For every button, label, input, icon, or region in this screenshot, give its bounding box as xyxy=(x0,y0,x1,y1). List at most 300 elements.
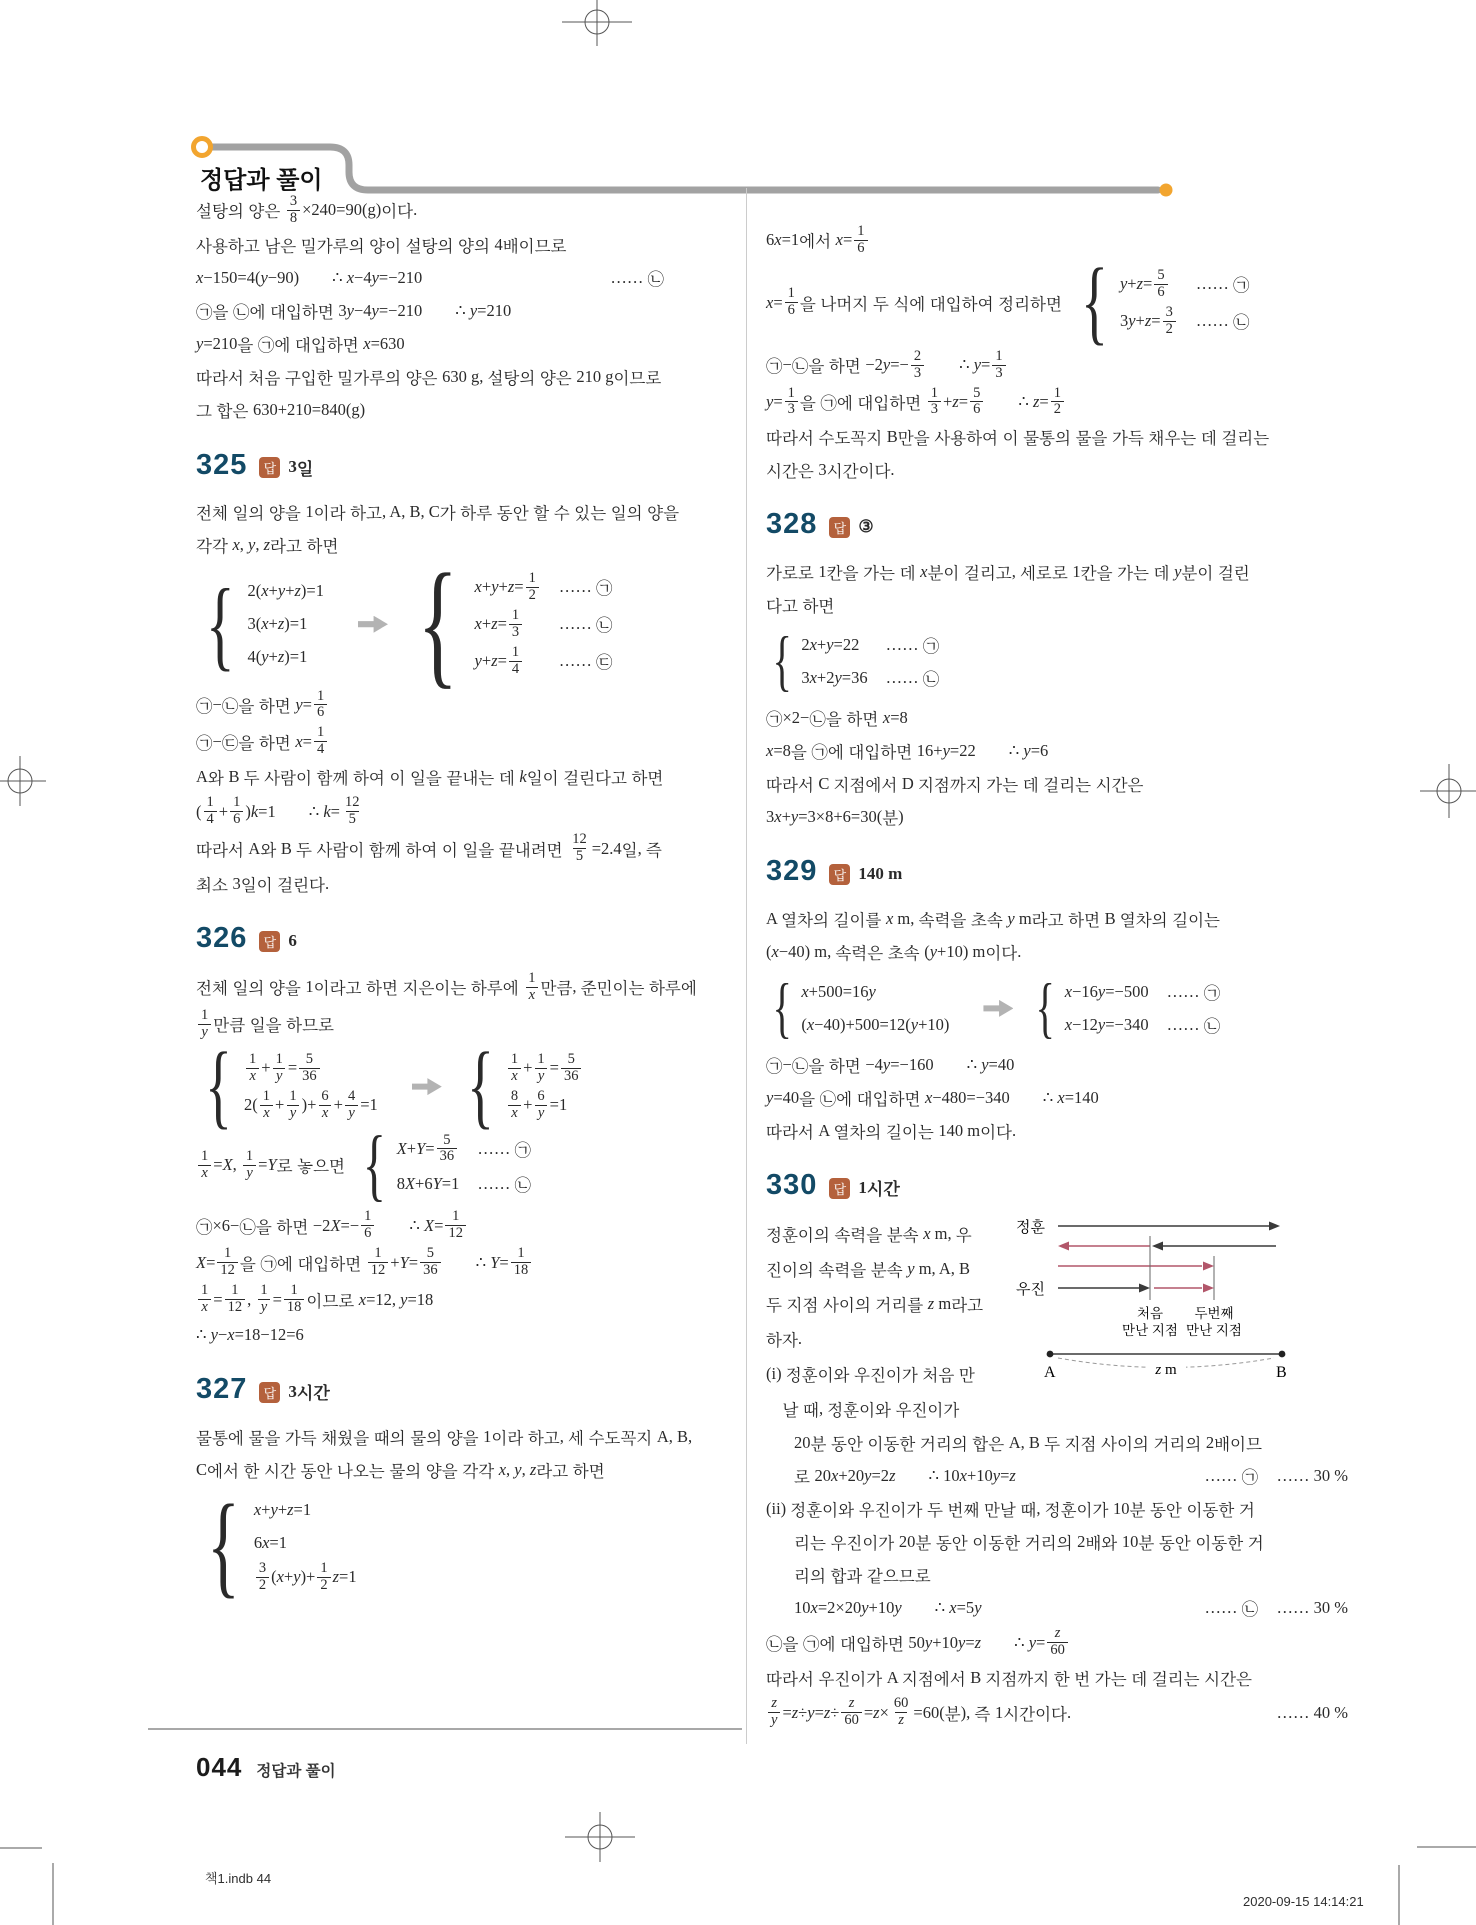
system-lines xyxy=(475,569,613,680)
text-run: 10 xyxy=(1121,1531,1139,1551)
text-run: y xyxy=(260,268,268,288)
text-run: …… xyxy=(558,577,596,597)
solution-line xyxy=(766,1492,1348,1525)
fraction xyxy=(198,1283,211,1316)
point-b-dot xyxy=(1279,1351,1286,1358)
text-run: 분이 걸리고 xyxy=(927,564,1012,583)
solution-line xyxy=(766,767,1348,800)
text-run: =18 xyxy=(407,1289,434,1309)
solution-line xyxy=(196,1318,664,1351)
distance-label: z m xyxy=(1155,1362,1177,1379)
answer-badge: 답 xyxy=(259,457,280,478)
text-run: + xyxy=(481,651,492,671)
text-run: )+ xyxy=(301,1095,317,1115)
text-run: y xyxy=(371,268,379,288)
text-run: A xyxy=(886,1667,902,1687)
fraction xyxy=(314,725,327,758)
fraction xyxy=(246,1052,259,1085)
system-line-annotation xyxy=(559,645,613,678)
text-run: …… xyxy=(1195,311,1233,331)
text-run: −4 xyxy=(353,301,372,321)
text-run: ㉠ xyxy=(1241,1468,1277,1487)
text-run: 1 xyxy=(305,502,314,522)
text-run: 1 xyxy=(262,1087,271,1104)
text-run: y xyxy=(864,1465,872,1485)
text-run: x xyxy=(959,1465,967,1485)
text-run: 60 xyxy=(844,1712,859,1729)
text-run: −90) ∴ xyxy=(267,268,347,288)
text-run: ㉠ xyxy=(766,1057,783,1076)
text-run: = xyxy=(302,694,312,714)
text-run: 1 xyxy=(787,285,795,302)
text-run: y xyxy=(270,1499,278,1519)
text-run: x xyxy=(346,268,355,288)
text-run: = xyxy=(497,651,507,671)
text-run: 이라 하고 xyxy=(313,505,382,524)
text-run: =36 xyxy=(841,667,868,687)
text-run: …… 40 % xyxy=(1276,1702,1348,1722)
text-run: 1 xyxy=(994,1702,1004,1722)
fraction xyxy=(508,1089,521,1122)
black-arrowheads xyxy=(1139,1222,1280,1293)
solution-line xyxy=(766,902,1348,935)
system-line xyxy=(1120,303,1178,340)
system-line-annotation xyxy=(1167,1008,1221,1041)
solution-line xyxy=(766,1048,1348,1081)
text-run: =630 xyxy=(370,334,405,354)
system-line xyxy=(254,1526,357,1559)
text-run: = xyxy=(1039,391,1049,411)
text-run: X xyxy=(196,1252,207,1272)
text-run: = xyxy=(958,391,969,411)
answer-text xyxy=(288,931,297,951)
text-run: 1 xyxy=(374,1245,382,1262)
text-run: = xyxy=(258,1155,268,1175)
fraction xyxy=(243,1149,256,1182)
text-run: y xyxy=(474,651,482,671)
answer-text xyxy=(288,1379,329,1404)
system-brace: { xyxy=(205,1034,233,1139)
text-run: 1 xyxy=(364,1208,372,1225)
fraction xyxy=(992,349,1005,382)
text-run: 이므로 xyxy=(306,1292,359,1311)
text-run: . xyxy=(325,873,330,893)
solution-line xyxy=(766,1426,1348,1459)
text-run: =2 xyxy=(871,1465,890,1485)
text-run: 6 xyxy=(766,230,775,250)
system-line xyxy=(247,575,324,608)
text-run: =1 xyxy=(549,1095,568,1115)
text-run: ÷ xyxy=(798,1702,808,1722)
text-run: =1 xyxy=(360,1095,378,1115)
text-run: , xyxy=(1011,561,1020,581)
text-run: x xyxy=(201,1299,208,1316)
solution-line xyxy=(766,800,1348,833)
text-run: 라고 xyxy=(951,1296,984,1315)
fraction xyxy=(1047,1626,1068,1659)
text-run: 2 xyxy=(320,1576,328,1593)
problem-header xyxy=(196,449,664,482)
text-run: x xyxy=(949,1597,957,1617)
text-run: 36 xyxy=(302,1067,317,1084)
text-run: 칸을 가는 데 xyxy=(826,564,921,583)
text-run: + xyxy=(333,1095,343,1115)
system-lead-text xyxy=(766,284,1062,321)
text-run: 을 ㉠에 대입하면 xyxy=(799,394,926,413)
text-run: 50 xyxy=(908,1632,925,1652)
meet2-label-2: 만난 지점 xyxy=(1186,1323,1242,1339)
text-run: 8 xyxy=(396,1173,405,1193)
solution-line xyxy=(766,1591,1348,1624)
text-run: ㉡을 ㉠에 대입하면 xyxy=(766,1635,909,1654)
text-run: 리의 합과 같으므로 xyxy=(794,1567,931,1586)
text-run: + xyxy=(285,581,295,601)
text-run: ㉠ xyxy=(196,734,213,753)
text-run: , xyxy=(506,1459,515,1479)
text-run: −4 xyxy=(354,268,372,288)
text-run: 1 xyxy=(201,1148,209,1164)
text-run: 5 xyxy=(305,1050,314,1067)
text-run: 6 xyxy=(253,1532,263,1552)
text-run: =−160 ∴ xyxy=(890,1054,982,1074)
fraction xyxy=(230,795,243,828)
text-run: 이다 xyxy=(985,944,1018,963)
text-run: ×2− xyxy=(782,707,810,727)
text-run: z xyxy=(873,1702,880,1722)
equation-system xyxy=(355,1120,531,1210)
text-run: ㉡을 하면 xyxy=(809,710,883,729)
text-run: , xyxy=(572,977,581,997)
solution-line xyxy=(196,229,664,262)
column-left xyxy=(196,192,697,1608)
system-brace: { xyxy=(205,567,235,680)
system-line xyxy=(801,1008,949,1041)
point-a-label: A xyxy=(1044,1364,1056,1382)
text-run: + xyxy=(390,1252,400,1272)
text-run: A xyxy=(248,838,261,858)
text-run: =3×8+6=30( xyxy=(798,806,883,826)
text-run: 10 xyxy=(1112,1498,1130,1518)
fraction xyxy=(841,1696,862,1729)
text-run: + xyxy=(816,634,827,654)
text-run: 3 xyxy=(511,623,520,640)
text-run: )=1 xyxy=(284,647,308,667)
solution-line xyxy=(766,1391,1014,1426)
text-run: ㉡을 하면 xyxy=(791,358,866,377)
text-run: ∴ xyxy=(926,355,974,375)
fraction xyxy=(273,1052,286,1085)
text-run: 6 xyxy=(364,1225,372,1242)
system-transform-block xyxy=(196,1034,664,1139)
text-run: = xyxy=(272,1289,282,1309)
text-run: + xyxy=(498,577,508,597)
text-run: =40 xyxy=(988,1054,1015,1074)
text-run: x xyxy=(321,1104,329,1121)
text-run: y xyxy=(958,1632,966,1652)
text-run: 6 xyxy=(1157,283,1165,300)
text-run: y xyxy=(882,355,891,375)
text-run: ㉠을 ㉡에 대입하면 xyxy=(196,304,339,323)
solution-line xyxy=(766,1321,1014,1356)
text-run: 1 xyxy=(206,794,214,811)
fraction xyxy=(891,1696,912,1729)
text-run: 1 xyxy=(528,970,536,986)
text-run: 2 xyxy=(1205,1432,1215,1452)
text-run: +10) m xyxy=(937,941,986,961)
text-run: = xyxy=(213,1155,223,1175)
text-run: 시간이다 xyxy=(826,462,891,481)
text-run: 3 xyxy=(258,1560,267,1576)
solution-line xyxy=(766,1251,1014,1286)
text-run: y xyxy=(907,1258,919,1278)
text-run: 일 xyxy=(621,841,638,860)
text-run: ㉢을 하면 xyxy=(221,734,296,753)
fraction xyxy=(217,1246,238,1279)
text-run: x xyxy=(1057,1087,1065,1107)
fraction xyxy=(299,1052,320,1085)
fraction xyxy=(534,1052,547,1085)
text-run: + xyxy=(268,614,278,634)
text-run: …… xyxy=(1166,1014,1204,1034)
text-run: …… xyxy=(477,1138,515,1158)
text-run: z xyxy=(1144,311,1152,331)
solution-line xyxy=(766,1081,1348,1114)
text-run: ㉠ xyxy=(766,358,783,377)
text-run: 36 xyxy=(423,1262,438,1279)
text-run: 전체 일의 양을 xyxy=(196,505,306,524)
text-run: 6 xyxy=(787,302,795,319)
system-line xyxy=(397,1167,460,1200)
text-run: (i) xyxy=(766,1363,786,1383)
text-run: z xyxy=(294,581,301,601)
orange-dot-icon xyxy=(1160,184,1173,197)
text-run: ×240=90(g) xyxy=(302,200,382,220)
text-run: 분 xyxy=(882,809,899,828)
solution-line xyxy=(196,262,664,295)
fraction xyxy=(257,1283,270,1316)
solution-line xyxy=(196,1453,664,1486)
text-run: =2×20 xyxy=(817,1597,862,1617)
system-block xyxy=(766,623,1348,699)
system-brace: { xyxy=(417,546,459,702)
text-run: 다고 하면 xyxy=(766,597,835,616)
answer-badge: 답 xyxy=(829,1178,850,1199)
solution-line xyxy=(766,453,1348,486)
text-run: 3 xyxy=(338,301,347,321)
text-run: 두 지점 사이의 거리의 xyxy=(1044,1435,1206,1454)
inline-system-block xyxy=(766,250,1348,355)
text-run: A, B xyxy=(1008,1432,1045,1452)
text-run: 정훈이와 우진이가 xyxy=(827,1401,960,1420)
solution-line xyxy=(196,1281,664,1318)
problem-number: 325 xyxy=(196,448,248,481)
system-line xyxy=(1065,1008,1149,1041)
text-run: ) xyxy=(898,806,904,826)
text-run: 설탕의 양은 xyxy=(196,203,285,222)
text-run: 3 xyxy=(801,667,810,687)
text-run: …… xyxy=(885,634,923,654)
text-run: 12 xyxy=(227,1299,243,1316)
diagram-330 xyxy=(1014,1216,1348,1381)
text-run: 각각 xyxy=(196,538,233,557)
solution-line xyxy=(766,347,1348,384)
solution-line xyxy=(766,588,1348,621)
runner-top-label: 정훈 xyxy=(1016,1219,1045,1237)
text-run: ㉠ xyxy=(514,1141,531,1160)
text-run: ( xyxy=(271,1567,277,1587)
text-run: = xyxy=(842,230,853,250)
text-run: 1 xyxy=(224,1245,232,1262)
text-run: y xyxy=(766,1087,774,1107)
text-run: ), xyxy=(960,1702,975,1722)
text-run: . xyxy=(1011,1120,1017,1140)
text-run: x xyxy=(771,941,779,961)
text-run: x xyxy=(227,1324,235,1344)
text-run: + xyxy=(218,801,229,821)
system-transform-block xyxy=(766,970,1348,1046)
text-run: =40 xyxy=(773,1087,800,1107)
text-run: z xyxy=(277,647,285,667)
text-run: y xyxy=(276,1067,283,1084)
text-run: =12, xyxy=(366,1289,401,1309)
answer-badge: 답 xyxy=(829,517,850,538)
text-run: =6 xyxy=(1030,740,1049,760)
solution-line xyxy=(766,1525,1348,1558)
text-run: z xyxy=(974,1632,1015,1652)
fraction xyxy=(420,1246,441,1279)
solution-line xyxy=(196,760,664,793)
system-lines xyxy=(801,975,967,1041)
text-run: 따라서 처음 구입한 밀가루의 양은 xyxy=(196,370,443,389)
equation-system xyxy=(766,623,940,699)
problem-number: 326 xyxy=(196,922,248,954)
text-run: 배이므 xyxy=(1214,1435,1262,1454)
text-run: 분이 걸린 xyxy=(1181,564,1250,583)
fraction xyxy=(526,571,539,604)
text-run: + xyxy=(523,1058,533,1078)
text-run: 분 xyxy=(944,1705,961,1724)
system-brace: { xyxy=(1035,970,1056,1046)
text-run: = xyxy=(782,1702,792,1722)
text-run: x xyxy=(249,1067,256,1084)
text-run: 1 xyxy=(231,1282,239,1299)
text-run: = xyxy=(499,1252,509,1272)
system-brace: { xyxy=(772,623,792,699)
text-run: . xyxy=(1066,1702,1072,1722)
text-run: ㉠ xyxy=(196,697,213,716)
text-run: 하자 xyxy=(766,1331,798,1350)
text-run: y xyxy=(1007,908,1019,928)
text-run: 36 xyxy=(439,1148,455,1165)
text-run: Y xyxy=(432,1173,442,1193)
text-run: 1 xyxy=(1072,561,1081,581)
text-run: y xyxy=(201,1023,208,1040)
line-annotation xyxy=(610,266,664,290)
fraction xyxy=(785,386,798,419)
fraction xyxy=(785,286,798,319)
system-line xyxy=(254,1559,357,1596)
text-run: A xyxy=(196,766,208,786)
text-run: y xyxy=(942,740,950,760)
text-run: = xyxy=(434,1215,444,1235)
text-run: ∴ xyxy=(985,391,1033,411)
text-run: x xyxy=(196,268,204,288)
system-brace: { xyxy=(362,1120,386,1210)
solution-line xyxy=(196,192,664,229)
text-run: 따라서 xyxy=(766,1123,819,1142)
text-run: 1 xyxy=(305,977,314,997)
system-lines xyxy=(801,628,939,694)
text-run: x xyxy=(253,1499,262,1519)
solution-line xyxy=(766,1114,1348,1147)
figure-row xyxy=(766,1216,1348,1426)
text-run: y xyxy=(790,806,799,826)
text-run: 이다 xyxy=(980,1123,1012,1142)
text-run: 3 xyxy=(288,457,297,477)
text-run: = xyxy=(965,1632,975,1652)
text-run: x xyxy=(774,806,782,826)
text-run: = xyxy=(1036,1632,1046,1652)
block-arrow-icon xyxy=(358,616,388,633)
text-run: 6 xyxy=(973,401,981,418)
text-run: 따라서 xyxy=(766,776,819,795)
text-run: = xyxy=(981,355,991,375)
problem-number: 327 xyxy=(196,1373,248,1405)
text-run: 6 xyxy=(316,704,325,721)
text-run: 6 xyxy=(321,1087,329,1104)
fraction xyxy=(525,971,538,1004)
text-run: 630 g, xyxy=(442,367,488,387)
text-run: …… 30 % xyxy=(1276,1465,1348,1485)
text-run: = xyxy=(863,1702,874,1722)
answer-text xyxy=(858,864,902,884)
text-run: 분 동안 이동한 거 xyxy=(1138,1534,1264,1553)
text-run: 12 xyxy=(220,1262,235,1279)
system-line-annotation xyxy=(1167,975,1221,1008)
text-run: )+ xyxy=(300,1567,316,1587)
text-run: z xyxy=(491,614,498,634)
text-run: y xyxy=(537,1067,545,1084)
solution-line xyxy=(766,420,1348,453)
text-run: y xyxy=(924,1632,933,1652)
fraction xyxy=(1051,386,1064,419)
text-run: = xyxy=(287,1058,298,1078)
text-run: 1 xyxy=(858,1177,867,1197)
text-run: =−340 xyxy=(1105,1014,1149,1034)
text-run: x xyxy=(882,707,891,727)
text-run: …… xyxy=(1204,1465,1242,1485)
text-run: 4 xyxy=(494,235,503,255)
text-run: ∴ 10 xyxy=(928,1465,960,1485)
text-run: − xyxy=(212,694,222,714)
text-run: 일 xyxy=(296,459,314,479)
text-run: 설탕의 양은 xyxy=(487,370,577,389)
text-run: x xyxy=(923,1223,935,1243)
text-run: 2 xyxy=(913,347,922,364)
fraction xyxy=(508,1052,521,1085)
text-run: = xyxy=(1000,1465,1010,1485)
text-run: z xyxy=(287,1499,294,1519)
solution-line xyxy=(196,1244,664,1281)
text-run: + xyxy=(268,647,278,667)
system-brace: { xyxy=(772,970,792,1046)
text-run: y xyxy=(260,1299,268,1316)
text-run: + xyxy=(277,1499,288,1519)
text-run: y xyxy=(371,301,379,321)
text-run: +20 xyxy=(838,1465,865,1485)
text-run: ∴ xyxy=(376,1215,425,1235)
text-run: 분 동안 이동한 거리의 합은 xyxy=(810,1435,1009,1454)
